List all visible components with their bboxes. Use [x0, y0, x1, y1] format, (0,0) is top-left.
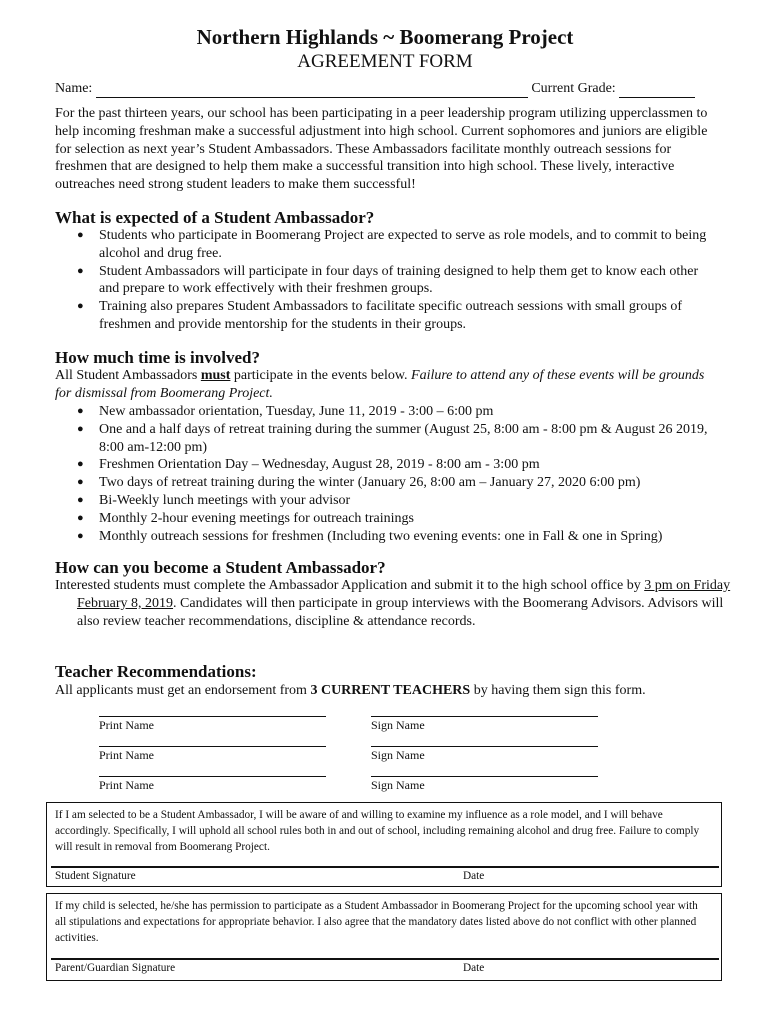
- student-date-label: Date: [463, 870, 485, 882]
- become-text-2: . Candidates will then participate in group interviews with the Boomerang Advisors. Advisors will also review teacher recommendations, discipline & attendance records.: [77, 595, 724, 629]
- list-item: ● Bi-Weekly lunch meetings with your advisor: [55, 492, 715, 510]
- student-commitment-box: [46, 802, 722, 887]
- sign-name-label: Sign Name: [371, 748, 425, 762]
- teacher-2-print-line[interactable]: [99, 746, 326, 747]
- teacher-1-print-line[interactable]: [99, 716, 326, 717]
- parent-permission-text: If my child is selected, he/she has permission to participate as a Student Ambassador in Boomerang Project for the upcoming school year with all stipulations and expectations for appropriate behavior. I also agree that the mandatory dates listed above do not conflict with other planned activities.: [55, 900, 698, 944]
- must-emphasis: must: [200, 368, 231, 383]
- list-item: ● Students who participate in Boomerang Project are expected to serve as role models, and to commit to being alcohol and drug free.: [55, 227, 715, 263]
- parent-permission-box: [46, 893, 722, 981]
- teacher-3-sign-line[interactable]: [371, 776, 598, 777]
- teacher-2-sign-line[interactable]: [371, 746, 598, 747]
- application-deadline: 3 pm on Friday February 8, 2019: [77, 578, 731, 611]
- list-item: ● Freshmen Orientation Day – Wednesday, August 28, 2019 - 8:00 am - 3:00 pm: [55, 456, 715, 474]
- time-intro: [55, 367, 715, 403]
- list-item: ● Student Ambassadors will participate in four days of training designed to help them get to know each other and prepare to work effectively with their freshmen groups.: [55, 263, 715, 299]
- teacher-text: All applicants must get an endorsement from: [55, 683, 311, 698]
- become-text: Interested students must complete the Ambassador Application and submit it to the high school office by: [55, 578, 645, 593]
- name-field[interactable]: [96, 82, 528, 98]
- name-label: Name:: [55, 81, 93, 96]
- become-heading: How can you become a Student Ambassador?: [55, 558, 386, 577]
- sign-name-label: Sign Name: [371, 778, 425, 792]
- expected-list: [55, 227, 715, 334]
- grade-label: Current Grade:: [531, 81, 616, 96]
- parent-signature-label: Parent/Guardian Signature: [55, 962, 176, 974]
- list-item: ● Monthly 2-hour evening meetings for outreach trainings: [55, 510, 715, 528]
- list-item: ● New ambassador orientation, Tuesday, June 11, 2019 - 3:00 – 6:00 pm: [55, 403, 715, 421]
- grade-field[interactable]: [619, 82, 695, 98]
- print-name-label: Print Name: [99, 748, 154, 762]
- student-signature-label: Student Signature: [55, 870, 136, 882]
- dismissal-warning: Failure to attend any of these events will be grounds for dismissal from Boomerang Project.: [55, 368, 705, 401]
- list-item: ● One and a half days of retreat training during the summer (August 25, 8:00 am - 8:00 pm & August 26 2019, 8:00 am-12:00 pm): [55, 421, 715, 457]
- page-title: Northern Highlands ~ Boomerang Project: [196, 25, 574, 49]
- intro-paragraph: For the past thirteen years, our school has been participating in a peer leadership program utilizing upperclassmen to help incoming freshman make a successful adjustment into high school. Current sophomores and juniors are eligible for selection as next year’s Student Ambassadors. These Ambassadors facilitate monthly outreach sessions for freshmen that are designed to help them make a successful transition into high school. These lively, interactive outreaches need strong student leaders to make them successful!: [55, 106, 708, 193]
- teacher-count: 3 CURRENT TEACHERS: [310, 683, 471, 698]
- print-name-label: Print Name: [99, 778, 154, 792]
- teacher-text-2: by having them sign this form.: [470, 683, 646, 698]
- time-intro-text: All Student Ambassadors: [55, 368, 201, 383]
- sign-name-label: Sign Name: [371, 718, 425, 732]
- expected-heading: What is expected of a Student Ambassador?: [55, 208, 375, 227]
- student-signature-line[interactable]: [51, 866, 719, 868]
- teacher-instructions: [55, 682, 715, 700]
- list-item: ● Training also prepares Student Ambassadors to facilitate specific outreach sessions with small groups of freshmen and provide mentorship for the students in their groups.: [55, 298, 715, 334]
- time-list: [55, 403, 715, 545]
- time-heading: How much time is involved?: [55, 348, 260, 367]
- page-subtitle: AGREEMENT FORM: [297, 51, 473, 72]
- list-item: ● Two days of retreat training during the winter (January 26, 8:00 am – January 27, 2020 6:00 pm): [55, 474, 715, 492]
- student-commitment-text: If I am selected to be a Student Ambassador, I will be aware of and willing to examine my influence as a role model, and I will behave accordingly. Specifically, I will uphold all school rules both in and out of school, including remaining alcohol and drug free. Failure to comply will result in removal from Boomerang Project.: [55, 809, 700, 853]
- list-item: ● Monthly outreach sessions for freshmen (Including two evening events: one in Fall & one in Spring): [55, 528, 715, 546]
- time-intro-text-2: participate in the events below.: [230, 368, 412, 383]
- name-grade-row: [55, 80, 715, 98]
- teacher-heading: Teacher Recommendations:: [55, 662, 257, 681]
- print-name-label: Print Name: [99, 718, 154, 732]
- teacher-1-sign-line[interactable]: [371, 716, 598, 717]
- parent-date-label: Date: [463, 962, 485, 974]
- parent-signature-line[interactable]: [51, 958, 719, 960]
- teacher-3-print-line[interactable]: [99, 776, 326, 777]
- become-paragraph: [55, 577, 737, 630]
